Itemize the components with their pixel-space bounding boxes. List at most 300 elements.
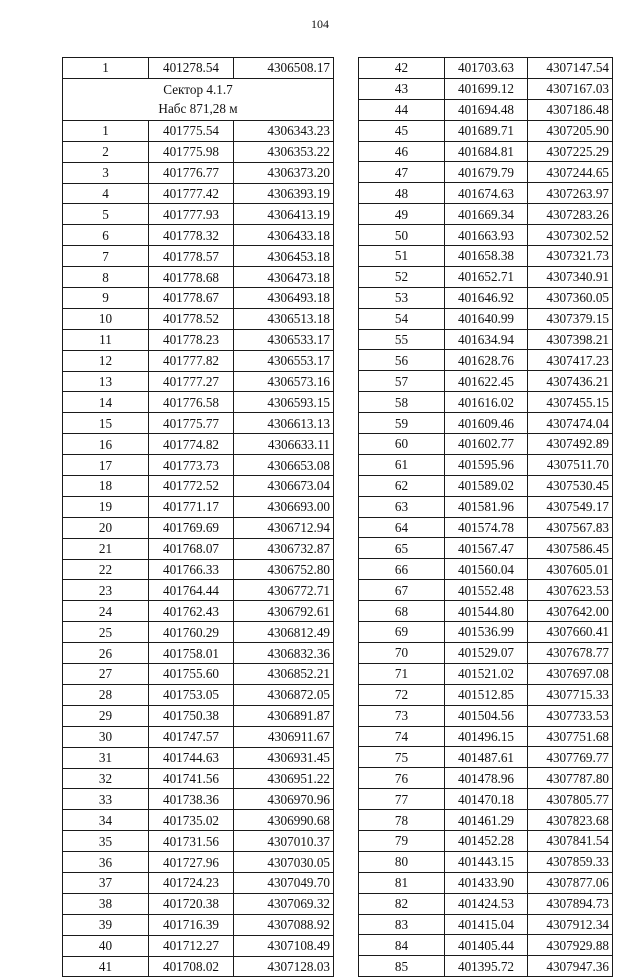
y-coordinate-cell: 4307511.70	[528, 454, 613, 475]
x-coordinate-cell: 401595.96	[445, 454, 528, 475]
table-row	[359, 684, 613, 705]
y-coordinate-cell: 4307360.05	[528, 287, 613, 308]
y-coordinate-cell: 4307321.73	[528, 246, 613, 267]
y-coordinate-cell: 4306373.20	[234, 162, 334, 183]
table-row	[63, 622, 334, 643]
point-number-cell: 74	[359, 726, 445, 747]
y-coordinate-cell: 4307530.45	[528, 475, 613, 496]
x-coordinate-cell: 401609.46	[445, 413, 528, 434]
table-row	[63, 726, 334, 747]
y-coordinate-cell: 4307263.97	[528, 183, 613, 204]
point-number-cell: 39	[63, 914, 149, 935]
point-number-cell: 71	[359, 663, 445, 684]
x-coordinate-cell: 401778.32	[149, 225, 234, 246]
x-coordinate-cell: 401764.44	[149, 580, 234, 601]
y-coordinate-cell: 4307283.26	[528, 204, 613, 225]
x-coordinate-cell: 401708.02	[149, 956, 234, 977]
y-coordinate-cell: 4306493.18	[234, 288, 334, 309]
x-coordinate-cell: 401731.56	[149, 831, 234, 852]
point-number-cell: 42	[359, 58, 445, 79]
point-number-cell: 69	[359, 622, 445, 643]
y-coordinate-cell: 4307642.00	[528, 601, 613, 622]
table-row	[359, 204, 613, 225]
y-coordinate-cell: 4307492.89	[528, 434, 613, 455]
y-coordinate-cell: 4306732.87	[234, 538, 334, 559]
x-coordinate-cell: 401622.45	[445, 371, 528, 392]
point-number-cell: 7	[63, 246, 149, 267]
x-coordinate-cell: 401602.77	[445, 434, 528, 455]
y-coordinate-cell: 4307929.88	[528, 935, 613, 956]
table-row	[63, 225, 334, 246]
table-row	[359, 872, 613, 893]
point-number-cell: 56	[359, 350, 445, 371]
coordinates-table-right	[358, 57, 613, 977]
y-coordinate-cell: 4306990.68	[234, 810, 334, 831]
table-row	[63, 371, 334, 392]
table-row	[63, 434, 334, 455]
table-row	[359, 517, 613, 538]
x-coordinate-cell: 401640.99	[445, 308, 528, 329]
point-number-cell: 59	[359, 413, 445, 434]
point-number-cell: 1	[63, 58, 149, 79]
point-number-cell: 67	[359, 580, 445, 601]
y-coordinate-cell: 4306872.05	[234, 684, 334, 705]
point-number-cell: 13	[63, 371, 149, 392]
y-coordinate-cell: 4307108.49	[234, 935, 334, 956]
y-coordinate-cell: 4307244.65	[528, 162, 613, 183]
table-row	[359, 392, 613, 413]
x-coordinate-cell: 401768.07	[149, 538, 234, 559]
y-coordinate-cell: 4306433.18	[234, 225, 334, 246]
y-coordinate-cell: 4307605.01	[528, 559, 613, 580]
x-coordinate-cell: 401778.67	[149, 288, 234, 309]
x-coordinate-cell: 401470.18	[445, 789, 528, 810]
table-row	[359, 726, 613, 747]
section-header-row	[63, 78, 334, 120]
y-coordinate-cell: 4306343.23	[234, 120, 334, 141]
x-coordinate-cell: 401777.82	[149, 350, 234, 371]
y-coordinate-cell: 4306673.04	[234, 476, 334, 497]
table-row	[63, 246, 334, 267]
point-number-cell: 82	[359, 893, 445, 914]
x-coordinate-cell: 401753.05	[149, 684, 234, 705]
x-coordinate-cell: 401716.39	[149, 914, 234, 935]
y-coordinate-cell: 4307912.34	[528, 914, 613, 935]
y-coordinate-cell: 4307877.06	[528, 872, 613, 893]
table-row	[359, 559, 613, 580]
point-number-cell: 40	[63, 935, 149, 956]
table-row	[63, 413, 334, 434]
table-row	[359, 287, 613, 308]
table-row	[63, 935, 334, 956]
table-row	[63, 308, 334, 329]
point-number-cell: 15	[63, 413, 149, 434]
point-number-cell: 10	[63, 308, 149, 329]
point-number-cell: 84	[359, 935, 445, 956]
y-coordinate-cell: 4306832.36	[234, 643, 334, 664]
y-coordinate-cell: 4307859.33	[528, 851, 613, 872]
point-number-cell: 51	[359, 246, 445, 267]
x-coordinate-cell: 401552.48	[445, 580, 528, 601]
sector-height: Набс 871,28 м	[158, 101, 238, 117]
y-coordinate-cell: 4307147.54	[528, 58, 613, 79]
table-row	[359, 538, 613, 559]
table-row	[359, 434, 613, 455]
point-number-cell: 75	[359, 747, 445, 768]
x-coordinate-cell: 401433.90	[445, 872, 528, 893]
y-coordinate-cell: 4306473.18	[234, 267, 334, 288]
point-number-cell: 80	[359, 851, 445, 872]
point-number-cell: 79	[359, 830, 445, 851]
table-row	[63, 601, 334, 622]
y-coordinate-cell: 4306712.94	[234, 517, 334, 538]
x-coordinate-cell: 401443.15	[445, 851, 528, 872]
table-row	[359, 914, 613, 935]
point-number-cell: 55	[359, 329, 445, 350]
x-coordinate-cell: 401777.42	[149, 183, 234, 204]
y-coordinate-cell: 4307128.03	[234, 956, 334, 977]
x-coordinate-cell: 401634.94	[445, 329, 528, 350]
x-coordinate-cell: 401773.73	[149, 455, 234, 476]
y-coordinate-cell: 4307398.21	[528, 329, 613, 350]
table-row	[359, 475, 613, 496]
x-coordinate-cell: 401679.79	[445, 162, 528, 183]
x-coordinate-cell: 401512.85	[445, 684, 528, 705]
y-coordinate-cell: 4307030.05	[234, 852, 334, 873]
y-coordinate-cell: 4307455.15	[528, 392, 613, 413]
x-coordinate-cell: 401778.23	[149, 329, 234, 350]
point-number-cell: 12	[63, 350, 149, 371]
table-row	[359, 956, 613, 977]
x-coordinate-cell: 401415.04	[445, 914, 528, 935]
point-number-cell: 2	[63, 141, 149, 162]
point-number-cell: 48	[359, 183, 445, 204]
y-coordinate-cell: 4307586.45	[528, 538, 613, 559]
x-coordinate-cell: 401712.27	[149, 935, 234, 956]
x-coordinate-cell: 401744.63	[149, 747, 234, 768]
point-number-cell: 52	[359, 266, 445, 287]
table-row	[63, 455, 334, 476]
table-row	[359, 183, 613, 204]
table-row	[359, 705, 613, 726]
table-row	[63, 329, 334, 350]
point-number-cell: 20	[63, 517, 149, 538]
x-coordinate-cell: 401669.34	[445, 204, 528, 225]
y-coordinate-cell: 4307823.68	[528, 810, 613, 831]
y-coordinate-cell: 4306792.61	[234, 601, 334, 622]
y-coordinate-cell: 4306453.18	[234, 246, 334, 267]
table-row	[63, 789, 334, 810]
table-row	[63, 476, 334, 497]
y-coordinate-cell: 4306970.96	[234, 789, 334, 810]
x-coordinate-cell: 401560.04	[445, 559, 528, 580]
table-row	[359, 851, 613, 872]
point-number-cell: 68	[359, 601, 445, 622]
point-number-cell: 65	[359, 538, 445, 559]
x-coordinate-cell: 401424.53	[445, 893, 528, 914]
table-row	[359, 642, 613, 663]
table-row	[359, 747, 613, 768]
x-coordinate-cell: 401727.96	[149, 852, 234, 873]
table-row	[63, 162, 334, 183]
x-coordinate-cell: 401778.52	[149, 308, 234, 329]
point-number-cell: 57	[359, 371, 445, 392]
point-number-cell: 19	[63, 496, 149, 517]
x-coordinate-cell: 401581.96	[445, 496, 528, 517]
y-coordinate-cell: 4306812.49	[234, 622, 334, 643]
table-row	[359, 99, 613, 120]
table-row	[359, 663, 613, 684]
table-row	[63, 684, 334, 705]
table-row	[63, 517, 334, 538]
point-number-cell: 81	[359, 872, 445, 893]
table-row	[63, 956, 334, 977]
x-coordinate-cell: 401776.58	[149, 392, 234, 413]
point-number-cell: 41	[63, 956, 149, 977]
x-coordinate-cell: 401646.92	[445, 287, 528, 308]
point-number-cell: 24	[63, 601, 149, 622]
point-number-cell: 78	[359, 810, 445, 831]
table-row	[359, 413, 613, 434]
y-coordinate-cell: 4306613.13	[234, 413, 334, 434]
point-number-cell: 6	[63, 225, 149, 246]
table-row	[63, 267, 334, 288]
x-coordinate-cell: 401758.01	[149, 643, 234, 664]
coordinates-table-left	[62, 57, 334, 977]
y-coordinate-cell: 4306573.16	[234, 371, 334, 392]
table-row	[359, 78, 613, 99]
point-number-cell: 26	[63, 643, 149, 664]
table-row	[359, 266, 613, 287]
table-row	[63, 831, 334, 852]
table-row	[359, 329, 613, 350]
y-coordinate-cell: 4306413.19	[234, 204, 334, 225]
x-coordinate-cell: 401776.77	[149, 162, 234, 183]
y-coordinate-cell: 4307697.08	[528, 663, 613, 684]
table-row	[63, 872, 334, 893]
point-number-cell: 36	[63, 852, 149, 873]
table-row	[63, 183, 334, 204]
table-row	[63, 392, 334, 413]
x-coordinate-cell: 401496.15	[445, 726, 528, 747]
x-coordinate-cell: 401544.80	[445, 601, 528, 622]
y-coordinate-cell: 4307049.70	[234, 872, 334, 893]
y-coordinate-cell: 4307302.52	[528, 225, 613, 246]
y-coordinate-cell: 4307715.33	[528, 684, 613, 705]
point-number-cell: 23	[63, 580, 149, 601]
point-number-cell: 44	[359, 99, 445, 120]
point-number-cell: 28	[63, 684, 149, 705]
point-number-cell: 50	[359, 225, 445, 246]
point-number-cell: 8	[63, 267, 149, 288]
x-coordinate-cell: 401452.28	[445, 830, 528, 851]
point-number-cell: 9	[63, 288, 149, 309]
x-coordinate-cell: 401755.60	[149, 664, 234, 685]
table-row	[359, 350, 613, 371]
point-number-cell: 83	[359, 914, 445, 935]
point-number-cell: 11	[63, 329, 149, 350]
table-row	[359, 58, 613, 79]
x-coordinate-cell: 401616.02	[445, 392, 528, 413]
point-number-cell: 14	[63, 392, 149, 413]
y-coordinate-cell: 4307340.91	[528, 266, 613, 287]
x-coordinate-cell: 401777.27	[149, 371, 234, 392]
point-number-cell: 47	[359, 162, 445, 183]
point-number-cell: 25	[63, 622, 149, 643]
point-number-cell: 70	[359, 642, 445, 663]
y-coordinate-cell: 4307947.36	[528, 956, 613, 977]
table-row	[359, 371, 613, 392]
point-number-cell: 27	[63, 664, 149, 685]
table-row	[359, 246, 613, 267]
point-number-cell: 54	[359, 308, 445, 329]
x-coordinate-cell: 401750.38	[149, 705, 234, 726]
x-coordinate-cell: 401478.96	[445, 768, 528, 789]
point-number-cell: 77	[359, 789, 445, 810]
y-coordinate-cell: 4307474.04	[528, 413, 613, 434]
table-row	[359, 580, 613, 601]
page-number: 104	[311, 17, 329, 31]
y-coordinate-cell: 4306752.80	[234, 559, 334, 580]
y-coordinate-cell: 4307623.53	[528, 580, 613, 601]
y-coordinate-cell: 4306693.00	[234, 496, 334, 517]
point-number-cell: 76	[359, 768, 445, 789]
y-coordinate-cell: 4306772.71	[234, 580, 334, 601]
point-number-cell: 53	[359, 287, 445, 308]
point-number-cell: 33	[63, 789, 149, 810]
y-coordinate-cell: 4306593.15	[234, 392, 334, 413]
y-coordinate-cell: 4307787.80	[528, 768, 613, 789]
x-coordinate-cell: 401771.17	[149, 496, 234, 517]
point-number-cell: 61	[359, 454, 445, 475]
x-coordinate-cell: 401674.63	[445, 183, 528, 204]
x-coordinate-cell: 401663.93	[445, 225, 528, 246]
point-number-cell: 30	[63, 726, 149, 747]
y-coordinate-cell: 4306393.19	[234, 183, 334, 204]
table-row	[359, 308, 613, 329]
point-number-cell: 16	[63, 434, 149, 455]
x-coordinate-cell: 401778.57	[149, 246, 234, 267]
table-row	[63, 914, 334, 935]
x-coordinate-cell: 401567.47	[445, 538, 528, 559]
x-coordinate-cell: 401405.44	[445, 935, 528, 956]
section-header-cell	[63, 78, 334, 120]
table-row	[63, 496, 334, 517]
x-coordinate-cell: 401778.68	[149, 267, 234, 288]
point-number-cell: 66	[359, 559, 445, 580]
y-coordinate-cell: 4307751.68	[528, 726, 613, 747]
x-coordinate-cell: 401694.48	[445, 99, 528, 120]
point-number-cell: 31	[63, 747, 149, 768]
point-number-cell: 38	[63, 893, 149, 914]
x-coordinate-cell: 401574.78	[445, 517, 528, 538]
y-coordinate-cell: 4307205.90	[528, 120, 613, 141]
y-coordinate-cell: 4307841.54	[528, 830, 613, 851]
x-coordinate-cell: 401769.69	[149, 517, 234, 538]
y-coordinate-cell: 4307417.23	[528, 350, 613, 371]
point-number-cell: 17	[63, 455, 149, 476]
y-coordinate-cell: 4306931.45	[234, 747, 334, 768]
point-number-cell: 62	[359, 475, 445, 496]
table-row	[63, 288, 334, 309]
x-coordinate-cell: 401775.77	[149, 413, 234, 434]
table-row	[63, 58, 334, 79]
x-coordinate-cell: 401775.98	[149, 141, 234, 162]
point-number-cell: 3	[63, 162, 149, 183]
y-coordinate-cell: 4307660.41	[528, 622, 613, 643]
table-row	[359, 622, 613, 643]
table-row	[63, 204, 334, 225]
point-number-cell: 35	[63, 831, 149, 852]
x-coordinate-cell: 401658.38	[445, 246, 528, 267]
x-coordinate-cell: 401775.54	[149, 120, 234, 141]
table-row	[359, 768, 613, 789]
x-coordinate-cell: 401504.56	[445, 705, 528, 726]
y-coordinate-cell: 4306533.17	[234, 329, 334, 350]
table-row	[359, 120, 613, 141]
x-coordinate-cell: 401628.76	[445, 350, 528, 371]
point-number-cell: 18	[63, 476, 149, 497]
x-coordinate-cell: 401536.99	[445, 622, 528, 643]
table-row	[63, 141, 334, 162]
table-row	[63, 852, 334, 873]
point-number-cell: 46	[359, 141, 445, 162]
table-row	[63, 664, 334, 685]
table-row	[359, 810, 613, 831]
x-coordinate-cell: 401760.29	[149, 622, 234, 643]
y-coordinate-cell: 4307225.29	[528, 141, 613, 162]
point-number-cell: 32	[63, 768, 149, 789]
table-row	[359, 454, 613, 475]
table-row	[359, 789, 613, 810]
x-coordinate-cell: 401747.57	[149, 726, 234, 747]
y-coordinate-cell: 4307894.73	[528, 893, 613, 914]
table-row	[63, 559, 334, 580]
table-row	[63, 810, 334, 831]
table-row	[63, 893, 334, 914]
table-row	[359, 141, 613, 162]
point-number-cell: 58	[359, 392, 445, 413]
point-number-cell: 49	[359, 204, 445, 225]
table-row	[63, 747, 334, 768]
x-coordinate-cell: 401395.72	[445, 956, 528, 977]
y-coordinate-cell: 4306513.18	[234, 308, 334, 329]
x-coordinate-cell: 401699.12	[445, 78, 528, 99]
point-number-cell: 4	[63, 183, 149, 204]
x-coordinate-cell: 401777.93	[149, 204, 234, 225]
y-coordinate-cell: 4307379.15	[528, 308, 613, 329]
y-coordinate-cell: 4307186.48	[528, 99, 613, 120]
table-row	[63, 768, 334, 789]
x-coordinate-cell: 401772.52	[149, 476, 234, 497]
y-coordinate-cell: 4307733.53	[528, 705, 613, 726]
point-number-cell: 64	[359, 517, 445, 538]
table-row	[359, 893, 613, 914]
x-coordinate-cell: 401724.23	[149, 872, 234, 893]
y-coordinate-cell: 4306633.11	[234, 434, 334, 455]
table-row	[63, 705, 334, 726]
point-number-cell: 5	[63, 204, 149, 225]
y-coordinate-cell: 4307549.17	[528, 496, 613, 517]
point-number-cell: 22	[63, 559, 149, 580]
y-coordinate-cell: 4306353.22	[234, 141, 334, 162]
y-coordinate-cell: 4306911.67	[234, 726, 334, 747]
x-coordinate-cell: 401689.71	[445, 120, 528, 141]
x-coordinate-cell: 401487.61	[445, 747, 528, 768]
x-coordinate-cell: 401774.82	[149, 434, 234, 455]
x-coordinate-cell: 401529.07	[445, 642, 528, 663]
sector-title: Сектор 4.1.7	[163, 82, 233, 98]
